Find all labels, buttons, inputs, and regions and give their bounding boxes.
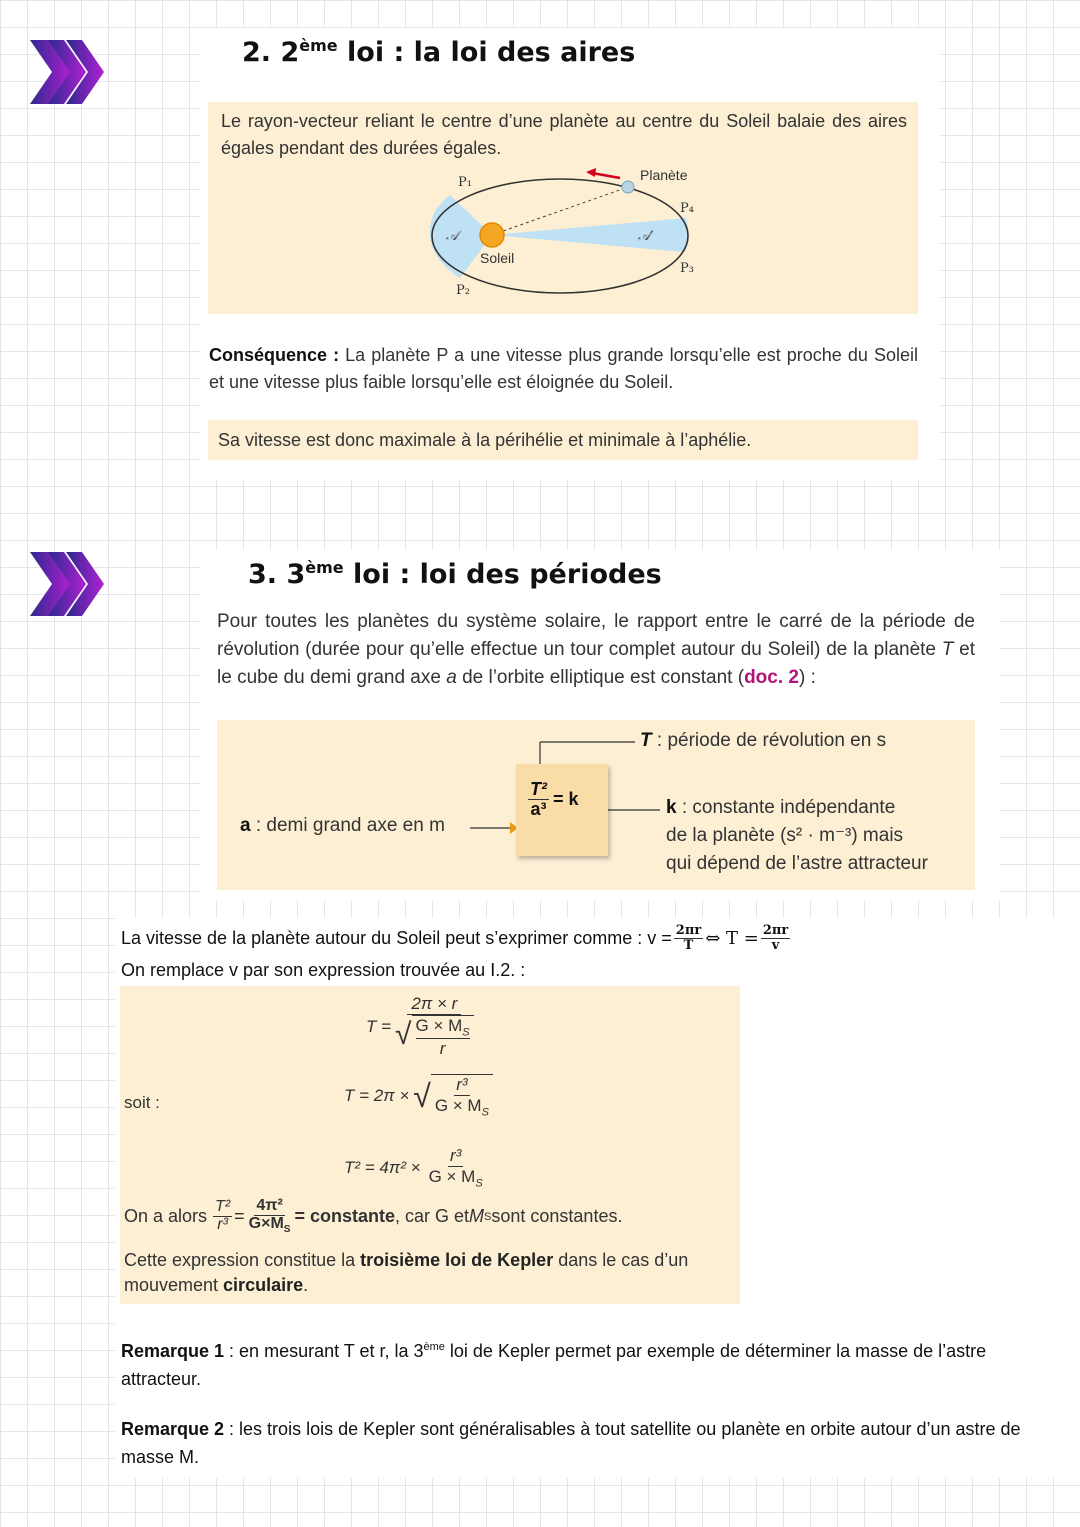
label-p4: P₄: [680, 201, 694, 216]
label-p2: P₂: [456, 283, 470, 298]
area-law-definition: Le rayon-vecteur reliant le centre d’une planète au centre du Soleil balaie des aires égales pendant des durées égales.: [221, 111, 907, 158]
label-planet: Planète: [640, 167, 688, 183]
soit-label: soit :: [124, 1093, 160, 1112]
section3-title: 3. 3ème loi : loi des périodes: [248, 558, 662, 590]
consequence-paragraph: Conséquence : La planète P a une vitesse plus grande lorsqu’elle est proche du Soleil et une vitesse plus faible lorsqu’elle est éloignée du Soleil.: [209, 345, 918, 392]
equation-2: T = 2π × √ r³ $G \times M_S$: [344, 1074, 493, 1118]
kepler-third-law-note: Cette expression constitue la troisième loi de Kepler dans le cas d’un mouvement circulaire.: [124, 1250, 689, 1295]
label-area-a-prime: 𝒜′: [638, 229, 654, 244]
direction-arrow-icon: [592, 173, 620, 178]
sun-icon: [480, 223, 504, 247]
t-definition: T : période de révolution en s: [640, 730, 887, 751]
label-area-a: 𝒜: [446, 229, 459, 244]
equation-3: T² = 4π² × $\frac{\text{r³}}{G \times M_S}$: [344, 1146, 483, 1190]
speed-note: Sa vitesse est donc maximale à la périhélie et minimale à l’aphélie.: [218, 430, 752, 450]
planet-icon: [622, 181, 634, 193]
chevron-arrows-icon-2: [28, 548, 108, 620]
section2-title: 2. 2ème loi : la loi des aires: [242, 36, 636, 68]
remark-1: Remarque 1 : en mesurant T et r, la 3ème loi de Kepler permet par exemple de déterminer la masse de l’astre attracteur.: [121, 1341, 987, 1389]
speed-note-box: [208, 420, 918, 460]
swept-area-a-prime: [492, 218, 689, 252]
equation-1: T = 2π × r √ $G \times M_S$ r: [366, 994, 474, 1059]
formula-t2-a3-k: $\frac{\text{T²}}{\text{a³}}$ = k: [530, 779, 579, 819]
label-p3: P₃: [680, 261, 694, 276]
constant-ratio-line: On a alors $\frac{\text{T²}}{\text{r³}}$ = $\frac{\text{4π²}}{G\times M_S}$ = constante , car G et M S sont constantes.: [124, 1197, 623, 1235]
replace-line: On remplace v par son expression trouvée au I.2. :: [121, 960, 526, 980]
a-definition: a : demi grand axe en m: [240, 815, 445, 836]
remark-2: Remarque 2 : les trois lois de Kepler sont généralisables à tout satellite ou planète en orbite autour d’un astre de masse M.: [121, 1419, 1021, 1467]
speed-expression: La vitesse de la planète autour du Soleil peut s’exprimer comme : v = $\frac{2\pi r}{T}$ ⇔ T = $\frac{2\pi r}{v}$: [121, 923, 789, 953]
orbit-diagram: [420, 160, 710, 300]
chevron-arrows-icon: [28, 36, 108, 108]
period-law-intro: Pour toutes les planètes du système solaire, le rapport entre le carré de la période de révolution (durée pour qu’elle effectue un tour complet autour du Soleil) de la planète T et le cube du demi grand axe a de l’orbite elliptique est constant (doc. 2) :: [217, 611, 976, 688]
label-sun: Soleil: [480, 250, 515, 266]
k-definition: k : constante indépendante de la planète (s² · m⁻³) mais qui dépend de l’astre attracteur: [666, 797, 928, 874]
doc-2-link[interactable]: doc. 2: [744, 667, 799, 688]
label-p1: P₁: [458, 175, 472, 190]
